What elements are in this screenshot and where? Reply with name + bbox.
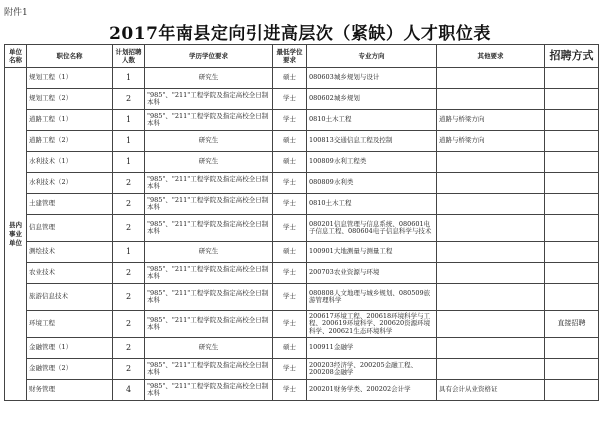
education-cell: "985"、"211"工程学院及指定高校全日制本科 bbox=[145, 284, 273, 311]
count-cell: 2 bbox=[113, 311, 145, 338]
major-cell: 200703农业资源与环境 bbox=[307, 263, 437, 284]
count-cell: 2 bbox=[113, 215, 145, 242]
method-cell bbox=[545, 242, 599, 263]
major-cell: 200203经济学、200205金融工程、200208金融学 bbox=[307, 359, 437, 380]
education-cell: "985"、"211"工程学院及指定高校全日制本科 bbox=[145, 194, 273, 215]
other-cell bbox=[437, 359, 545, 380]
position-cell: 金融管理（2） bbox=[27, 359, 113, 380]
education-cell: "985"、"211"工程学院及指定高校全日制本科 bbox=[145, 311, 273, 338]
position-cell: 环境工程 bbox=[27, 311, 113, 338]
other-cell bbox=[437, 152, 545, 173]
col-header-degree: 最低学位要求 bbox=[273, 45, 307, 68]
other-cell: 道路与桥梁方向 bbox=[437, 131, 545, 152]
method-cell bbox=[545, 338, 599, 359]
table-row bbox=[5, 194, 599, 215]
education-cell: 研究生 bbox=[145, 338, 273, 359]
major-cell: 080602城乡规划 bbox=[307, 89, 437, 110]
table-row bbox=[5, 89, 599, 110]
other-cell bbox=[437, 242, 545, 263]
position-cell: 道路工程（2） bbox=[27, 131, 113, 152]
method-cell bbox=[545, 380, 599, 401]
degree-cell: 学士 bbox=[273, 89, 307, 110]
other-cell bbox=[437, 284, 545, 311]
other-cell bbox=[437, 194, 545, 215]
col-header-method: 招聘方式 bbox=[545, 45, 599, 68]
degree-cell: 学士 bbox=[273, 284, 307, 311]
other-cell: 道路与桥梁方向 bbox=[437, 110, 545, 131]
degree-cell: 学士 bbox=[273, 263, 307, 284]
other-cell bbox=[437, 263, 545, 284]
table-row bbox=[5, 131, 599, 152]
education-cell: 研究生 bbox=[145, 152, 273, 173]
method-cell bbox=[545, 173, 599, 194]
count-cell: 2 bbox=[113, 194, 145, 215]
other-cell bbox=[437, 68, 545, 89]
position-cell: 水利技术（1） bbox=[27, 152, 113, 173]
col-header-major: 专业方向 bbox=[307, 45, 437, 68]
position-cell: 旅游信息技术 bbox=[27, 284, 113, 311]
position-cell: 规划工程（2） bbox=[27, 89, 113, 110]
major-cell: 080809水利类 bbox=[307, 173, 437, 194]
degree-cell: 学士 bbox=[273, 215, 307, 242]
position-cell: 水利技术（2） bbox=[27, 173, 113, 194]
other-cell: 具有会计从业资格证 bbox=[437, 380, 545, 401]
col-header-position: 职位名称 bbox=[27, 45, 113, 68]
table-row bbox=[5, 338, 599, 359]
major-cell: 0810土木工程 bbox=[307, 194, 437, 215]
count-cell: 1 bbox=[113, 68, 145, 89]
major-cell: 200617环境工程、200618环境科学与工程、200619环境科学、200620资源环境科学、200621生态环境科学 bbox=[307, 311, 437, 338]
count-cell: 2 bbox=[113, 263, 145, 284]
position-cell: 测绘技术 bbox=[27, 242, 113, 263]
method-cell bbox=[545, 68, 599, 89]
major-cell: 100901大地测量与测量工程 bbox=[307, 242, 437, 263]
degree-cell: 学士 bbox=[273, 359, 307, 380]
table-row bbox=[5, 359, 599, 380]
count-cell: 1 bbox=[113, 131, 145, 152]
attachment-label: 附件1 bbox=[4, 8, 28, 18]
table-row bbox=[5, 284, 599, 311]
other-cell bbox=[437, 215, 545, 242]
table-header-row bbox=[5, 45, 599, 68]
major-cell: 100813交通信息工程及控制 bbox=[307, 131, 437, 152]
table-row bbox=[5, 110, 599, 131]
table-row bbox=[5, 173, 599, 194]
position-cell: 土建管理 bbox=[27, 194, 113, 215]
method-cell bbox=[545, 89, 599, 110]
degree-cell: 硕士 bbox=[273, 242, 307, 263]
count-cell: 1 bbox=[113, 242, 145, 263]
education-cell: 研究生 bbox=[145, 242, 273, 263]
count-cell: 2 bbox=[113, 89, 145, 110]
major-cell: 200201财务学类、200202会计学 bbox=[307, 380, 437, 401]
position-cell: 财务管理 bbox=[27, 380, 113, 401]
method-cell bbox=[545, 263, 599, 284]
degree-cell: 硕士 bbox=[273, 68, 307, 89]
major-cell: 100911金融学 bbox=[307, 338, 437, 359]
education-cell: "985"、"211"工程学院及指定高校全日制本科 bbox=[145, 359, 273, 380]
col-header-unit: 单位名称 bbox=[5, 45, 27, 68]
table-row bbox=[5, 380, 599, 401]
major-cell: 080808人文地理与城乡规划、080509旅游管理科学 bbox=[307, 284, 437, 311]
table-row bbox=[5, 152, 599, 173]
major-cell: 080603城乡规划与设计 bbox=[307, 68, 437, 89]
major-cell: 080201信息管理与信息系统、080601电子信息工程、080604电子信息科学与技术 bbox=[307, 215, 437, 242]
major-cell: 0810土木工程 bbox=[307, 110, 437, 131]
count-cell: 2 bbox=[113, 284, 145, 311]
method-cell bbox=[545, 284, 599, 311]
count-cell: 2 bbox=[113, 338, 145, 359]
position-cell: 金融管理（1） bbox=[27, 338, 113, 359]
degree-cell: 学士 bbox=[273, 173, 307, 194]
education-cell: "985"、"211"工程学院及指定高校全日制本科 bbox=[145, 263, 273, 284]
count-cell: 4 bbox=[113, 380, 145, 401]
education-cell: "985"、"211"工程学院及指定高校全日制本科 bbox=[145, 173, 273, 194]
count-cell: 2 bbox=[113, 173, 145, 194]
degree-cell: 学士 bbox=[273, 110, 307, 131]
col-header-education: 学历学位要求 bbox=[145, 45, 273, 68]
education-cell: 研究生 bbox=[145, 68, 273, 89]
education-cell: "985"、"211"工程学院及指定高校全日制本科 bbox=[145, 380, 273, 401]
count-cell: 1 bbox=[113, 152, 145, 173]
table-body bbox=[5, 68, 599, 401]
degree-cell: 硕士 bbox=[273, 152, 307, 173]
degree-cell: 学士 bbox=[273, 380, 307, 401]
table-row bbox=[5, 263, 599, 284]
degree-cell: 硕士 bbox=[273, 131, 307, 152]
degree-cell: 学士 bbox=[273, 194, 307, 215]
method-cell bbox=[545, 131, 599, 152]
position-cell: 道路工程（1） bbox=[27, 110, 113, 131]
position-cell: 规划工程（1） bbox=[27, 68, 113, 89]
table-row bbox=[5, 68, 599, 89]
method-cell bbox=[545, 194, 599, 215]
position-cell: 信息管理 bbox=[27, 215, 113, 242]
other-cell bbox=[437, 89, 545, 110]
other-cell bbox=[437, 338, 545, 359]
degree-cell: 硕士 bbox=[273, 338, 307, 359]
position-table bbox=[4, 44, 599, 401]
position-cell: 农业技术 bbox=[27, 263, 113, 284]
method-cell bbox=[545, 359, 599, 380]
other-cell bbox=[437, 311, 545, 338]
unit-name-cell: 县内事业单位 bbox=[5, 68, 27, 401]
count-cell: 1 bbox=[113, 110, 145, 131]
education-cell: "985"、"211"工程学院及指定高校全日制本科 bbox=[145, 215, 273, 242]
col-header-other: 其他要求 bbox=[437, 45, 545, 68]
method-cell bbox=[545, 215, 599, 242]
table-row bbox=[5, 311, 599, 338]
table-row bbox=[5, 215, 599, 242]
education-cell: 研究生 bbox=[145, 131, 273, 152]
education-cell: "985"、"211"工程学院及指定高校全日制本科 bbox=[145, 89, 273, 110]
page-title: 2017年南县定向引进高层次（紧缺）人才职位表 bbox=[109, 24, 491, 44]
degree-cell: 学士 bbox=[273, 311, 307, 338]
table-row bbox=[5, 242, 599, 263]
major-cell: 100809水利工程类 bbox=[307, 152, 437, 173]
method-cell bbox=[545, 110, 599, 131]
col-header-count: 计划招聘人数 bbox=[113, 45, 145, 68]
method-cell: 直接招聘 bbox=[545, 311, 599, 338]
other-cell bbox=[437, 173, 545, 194]
education-cell: "985"、"211"工程学院及指定高校全日制本科 bbox=[145, 110, 273, 131]
method-cell bbox=[545, 152, 599, 173]
count-cell: 2 bbox=[113, 359, 145, 380]
